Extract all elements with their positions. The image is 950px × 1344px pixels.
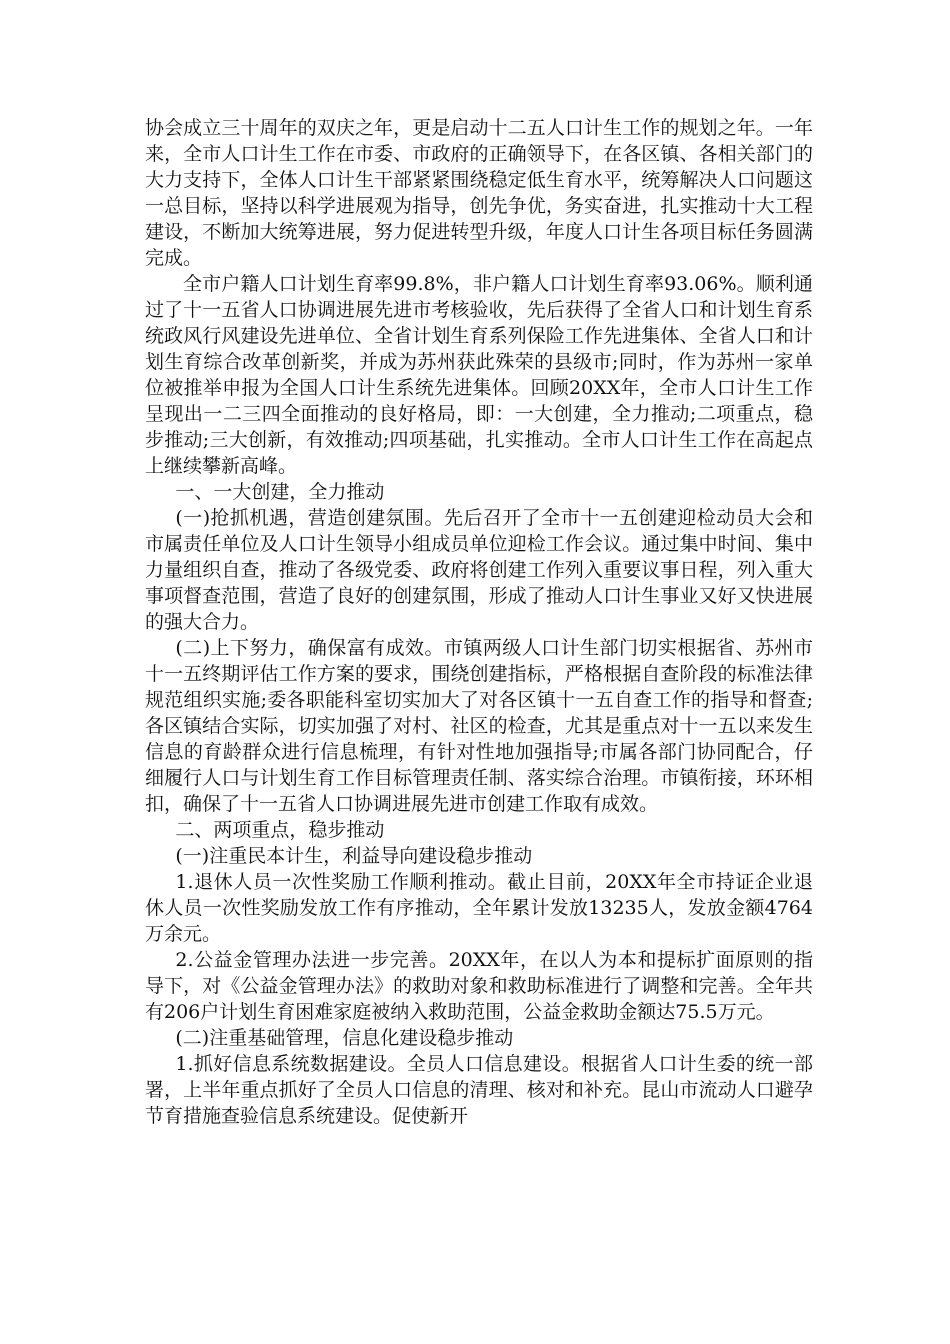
subheading-2-1: (一)注重民本计生，利益导向建设稳步推动	[175, 845, 533, 867]
paragraph-achievements: 全市户籍人口计划生育率99.8%，非户籍人口计划生育率93.06%。顺利通过了十一五省人口协调进展先进市考核验收，先后获得了全省人口和计划生育系统政风行风建设先进单位、全省计划生育系列保险工作先进集体、全省人口和计划生育综合改革创新奖，并成为苏州获此殊荣的县级市;同时，作为苏州一家单位被推举申报为全国人口计生系统先进集体。回顾20XX年，全市人口计生工作呈现出一二三四全面推动的良好格局，即：一大创建，全力推动;二项重点，稳步推动;三大创新，有效推动;四项基础，扎实推动。全市人口计生工作在高起点上继续攀新高峰。	[145, 273, 813, 477]
paragraph-1-2: (二)上下努力，确保富有成效。市镇两级人口计生部门切实根据省、苏州市十一五终期评估工作方案的要求，围绕创建指标，严格根据自查阶段的标准法律规范组织实施;委各职能科室切实加大了对各区镇十一五自查工作的指导和督查;各区镇结合实际，切实加强了对村、社区的检查，尤其是重点对十一五以来发生信息的育龄群众进行信息梳理，有针对性地加强指导;市属各部门协同配合，仔细履行人口与计划生育工作目标管理责任制、落实综合治理。市镇衔接，环环相扣，确保了十一五省人口协调进展先进市创建工作取有成效。	[145, 637, 813, 815]
paragraph-1-1: (一)抢抓机遇，营造创建氛围。先后召开了全市十一五创建迎检动员大会和市属责任单位及人口计生领导小组成员单位迎检工作会议。通过集中时间、集中力量组织自查，推动了各级党委、政府将创建工作列入重要议事日程，列入重大事项督查范围，营造了良好的创建氛围，形成了推动人口计生事业又好又快进展的强大合力。	[145, 507, 813, 633]
paragraph-2-1-1: 1.退休人员一次性奖励工作顺利推动。截止目前，20XX年全市持证企业退休人员一次性奖励发放工作有序推动，全年累计发放13235人，发放金额4764万余元。	[145, 871, 813, 945]
heading-section-1: 一、一大创建，全力推动	[175, 481, 385, 503]
document-body	[145, 115, 813, 1129]
paragraph-2-1-2: 2.公益金管理办法进一步完善。20XX年，在以人为本和提标扩面原则的指导下，对《公益金管理办法》的救助对象和救助标准进行了调整和完善。全年共有206户计划生育困难家庭被纳入救助范围，公益金救助金额达75.5万元。	[145, 949, 813, 1023]
paragraph-intro: 协会成立三十周年的双庆之年，更是启动十二五人口计生工作的规划之年。一年来，全市人口计生工作在市委、市政府的正确领导下，在各区镇、各相关部门的大力支持下，全体人口计生干部紧紧围绕稳定低生育水平，统筹解决人口问题这一总目标，坚持以科学进展观为指导，创先争优，务实奋进，扎实推动十大工程建设，不断加大统筹进展，努力促进转型升级，年度人口计生各项目标任务圆满完成。	[145, 117, 813, 269]
subheading-2-2: (二)注重基础管理，信息化建设稳步推动	[175, 1027, 514, 1049]
heading-section-2: 二、两项重点，稳步推动	[175, 819, 385, 841]
paragraph-2-2-1: 1.抓好信息系统数据建设。全员人口信息建设。根据省人口计生委的统一部署，上半年重点抓好了全员人口信息的清理、核对和补充。昆山市流动人口避孕节育措施查验信息系统建设。促使新开	[145, 1053, 813, 1127]
